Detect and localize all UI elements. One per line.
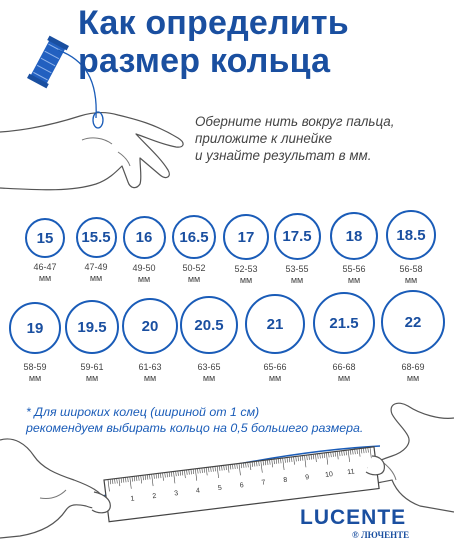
size-label: 21.5 [329, 314, 359, 332]
size-circle [381, 290, 445, 354]
size-circle [330, 212, 378, 260]
title-line-1: Как определить [78, 4, 349, 42]
ruler-number: 7 [261, 479, 266, 487]
ruler-number: 4 [195, 487, 201, 495]
size-circle [172, 215, 216, 259]
size-item [8, 302, 62, 384]
size-label: 16.5 [179, 228, 209, 246]
size-item [121, 216, 167, 285]
ruler-number: 10 [324, 471, 334, 479]
brand-logo-subtitle: ® ЛЮЧЕНТЕ [352, 530, 410, 540]
size-item [179, 296, 239, 384]
size-item [273, 213, 321, 286]
size-circle [386, 210, 436, 260]
size-item [380, 290, 446, 384]
size-label: 15.5 [81, 229, 111, 246]
size-mm-range: 50-52 мм [182, 263, 206, 284]
brand-logo: LUCENTE [300, 506, 407, 529]
size-item [23, 218, 67, 284]
size-label: 19 [26, 319, 44, 337]
size-mm-range: 49-50 мм [132, 263, 156, 284]
title-line-2: размер кольца [78, 42, 331, 80]
size-mm-range: 66-68 мм [332, 362, 356, 383]
size-circle [65, 300, 119, 354]
size-label: 22 [404, 313, 422, 331]
size-mm-range: 55-56 мм [342, 264, 366, 285]
size-label: 18 [345, 227, 363, 245]
size-item [244, 294, 306, 384]
size-circle [25, 218, 65, 258]
ruler-number: 1 [130, 495, 135, 503]
ruler-number: 6 [239, 482, 245, 490]
size-mm-range: 58-59 мм [23, 362, 47, 383]
instruction-line-2: приложите к линейке [195, 131, 333, 146]
size-item [121, 298, 179, 384]
size-mm-range: 52-53 мм [234, 264, 258, 285]
size-mm-range: 63-65 мм [197, 362, 221, 383]
ruler-number: 3 [173, 490, 179, 498]
size-label: 19.5 [77, 318, 107, 336]
size-circle [76, 217, 117, 258]
size-item [64, 300, 120, 384]
size-mm-range: 65-66 мм [263, 362, 287, 383]
size-item [74, 217, 118, 284]
size-circle [313, 292, 375, 354]
size-circle [180, 296, 238, 354]
size-item [329, 212, 379, 286]
size-label: 18.5 [396, 226, 426, 244]
size-label: 21 [266, 315, 284, 333]
size-mm-range: 68-69 мм [401, 362, 425, 383]
size-mm-range: 59-61 мм [80, 362, 104, 383]
size-label: 20 [141, 317, 159, 335]
ruler-number: 9 [304, 474, 310, 482]
size-label: 20.5 [194, 316, 224, 334]
size-mm-range: 46-47 мм [33, 262, 57, 283]
page-title [78, 4, 454, 80]
size-mm-range: 47-49 мм [84, 262, 108, 283]
size-mm-range: 53-55 мм [285, 264, 309, 285]
size-item [171, 215, 217, 285]
size-mm-range: 61-63 мм [138, 362, 162, 383]
size-circle [9, 302, 61, 354]
size-mm-range: 56-58 мм [399, 264, 423, 285]
size-circle [245, 294, 305, 354]
size-item [312, 292, 376, 384]
size-label: 16 [135, 229, 153, 246]
ruler-number: 11 [346, 468, 355, 477]
size-circle [123, 216, 166, 259]
size-label: 17.5 [282, 228, 312, 245]
size-circle [223, 214, 269, 260]
size-label: 15 [36, 229, 54, 247]
ruler-number: 5 [217, 484, 223, 493]
size-item [385, 210, 437, 286]
instruction-line-3: и узнайте результат в мм. [195, 148, 372, 163]
instruction-text [195, 113, 450, 164]
size-label: 17 [237, 228, 255, 246]
size-item [222, 214, 270, 286]
ruler-number: 8 [283, 476, 288, 485]
size-circle [274, 213, 321, 260]
note-line-1: * Для широких колец (шириной от 1 см) [26, 405, 260, 419]
note-line-2: рекомендуем выбирать кольцо на 0,5 большего размера. [26, 421, 364, 435]
size-circle [122, 298, 178, 354]
ruler-number: 2 [152, 492, 157, 501]
instruction-line-1: Оберните нить вокруг пальца, [195, 114, 395, 129]
